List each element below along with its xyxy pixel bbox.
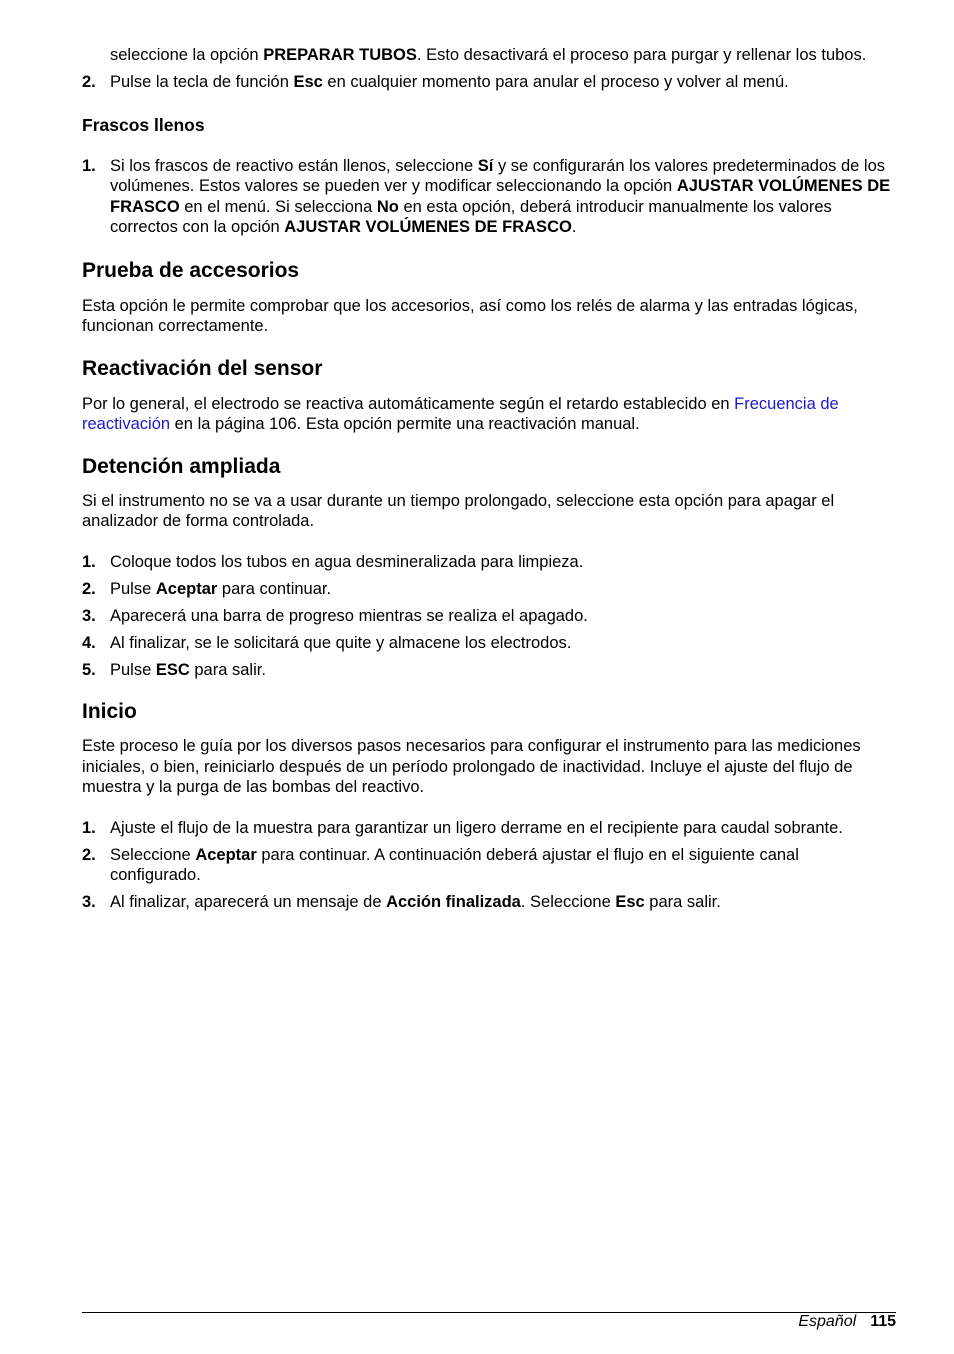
- document-page: [82, 45, 894, 913]
- list-item: 1. Si los frascos de reactivo están llenos, seleccione Sí y se configurarán los valores predeterminados de los volúmenes. Estos valores se pueden ver y modificar seleccionando la opción AJUSTAR VOLÚMENES DE FRASCO en el menú. Si selecciona No en esta opción, deberá introducir manualmente los valores correctos con la opción AJUSTAR VOLÚMENES DE FRASCO.: [82, 156, 891, 236]
- reactivacion-paragraph: Por lo general, el electrodo se reactiva automáticamente según el retardo establecido en Frecuencia de reactivación en la página 106. Esta opción permite una reactivación manual.: [82, 394, 839, 433]
- detencion-steps: [82, 552, 894, 681]
- top-steps: [82, 72, 894, 93]
- heading-prueba-de-accesorios: Prueba de accesorios: [82, 258, 300, 282]
- heading-inicio: Inicio: [82, 700, 137, 723]
- list-item: 1. Ajuste el flujo de la muestra para garantizar un ligero derrame en el recipiente para caudal sobrante.: [82, 818, 843, 837]
- list-item: 4. Al finalizar, se le solicitará que quite y almacene los electrodos.: [82, 633, 572, 652]
- inicio-paragraph: Este proceso le guía por los diversos pasos necesarios para configurar el instrumento para las mediciones iniciales, o bien, reiniciarlo después de un período prolongado de inactividad. Incluye el ajuste del flujo de muestra y la purga de las bombas del reactivo.: [82, 737, 861, 796]
- footer-language: Español: [798, 1313, 857, 1330]
- inicio-steps: [82, 818, 894, 913]
- list-item: 2. Pulse Aceptar para continuar.: [82, 579, 332, 598]
- frascos-steps: [82, 156, 894, 238]
- prueba-paragraph: Esta opción le permite comprobar que los accesorios, así como los relés de alarma y las entradas lógicas, funcionan correctamente.: [82, 296, 858, 335]
- list-item: 3. Aparecerá una barra de progreso mientras se realiza el apagado.: [82, 606, 588, 625]
- continued-paragraph: seleccione la opción PREPARAR TUBOS. Esto desactivará el proceso para purgar y rellenar los tubos.: [110, 46, 867, 64]
- list-item: 2. Seleccione Aceptar para continuar. A continuación deberá ajustar el flujo en el siguiente canal configurado.: [82, 845, 799, 884]
- heading-frascos-llenos: Frascos llenos: [82, 114, 205, 135]
- heading-detencion-ampliada: Detención ampliada: [82, 454, 281, 478]
- page-number: 115: [870, 1313, 896, 1330]
- heading-reactivacion-del-sensor: Reactivación del sensor: [82, 356, 323, 380]
- detencion-paragraph: Si el instrumento no se va a usar durante un tiempo prolongado, seleccione esta opción para apagar el analizador de forma controlada.: [82, 491, 835, 530]
- footer-divider: [82, 1312, 896, 1313]
- list-item: 1. Coloque todos los tubos en agua desmineralizada para limpieza.: [82, 552, 584, 571]
- link-frecuencia-de-reactivacion[interactable]: Frecuencia de reactivación: [82, 394, 839, 433]
- list-item: 5. Pulse ESC para salir.: [82, 660, 266, 679]
- list-item: 3. Al finalizar, aparecerá un mensaje de Acción finalizada. Seleccione Esc para salir.: [82, 893, 721, 911]
- page-footer: [798, 1312, 896, 1332]
- list-item: 2. Pulse la tecla de función Esc en cualquier momento para anular el proceso y volver al menú.: [82, 73, 789, 91]
